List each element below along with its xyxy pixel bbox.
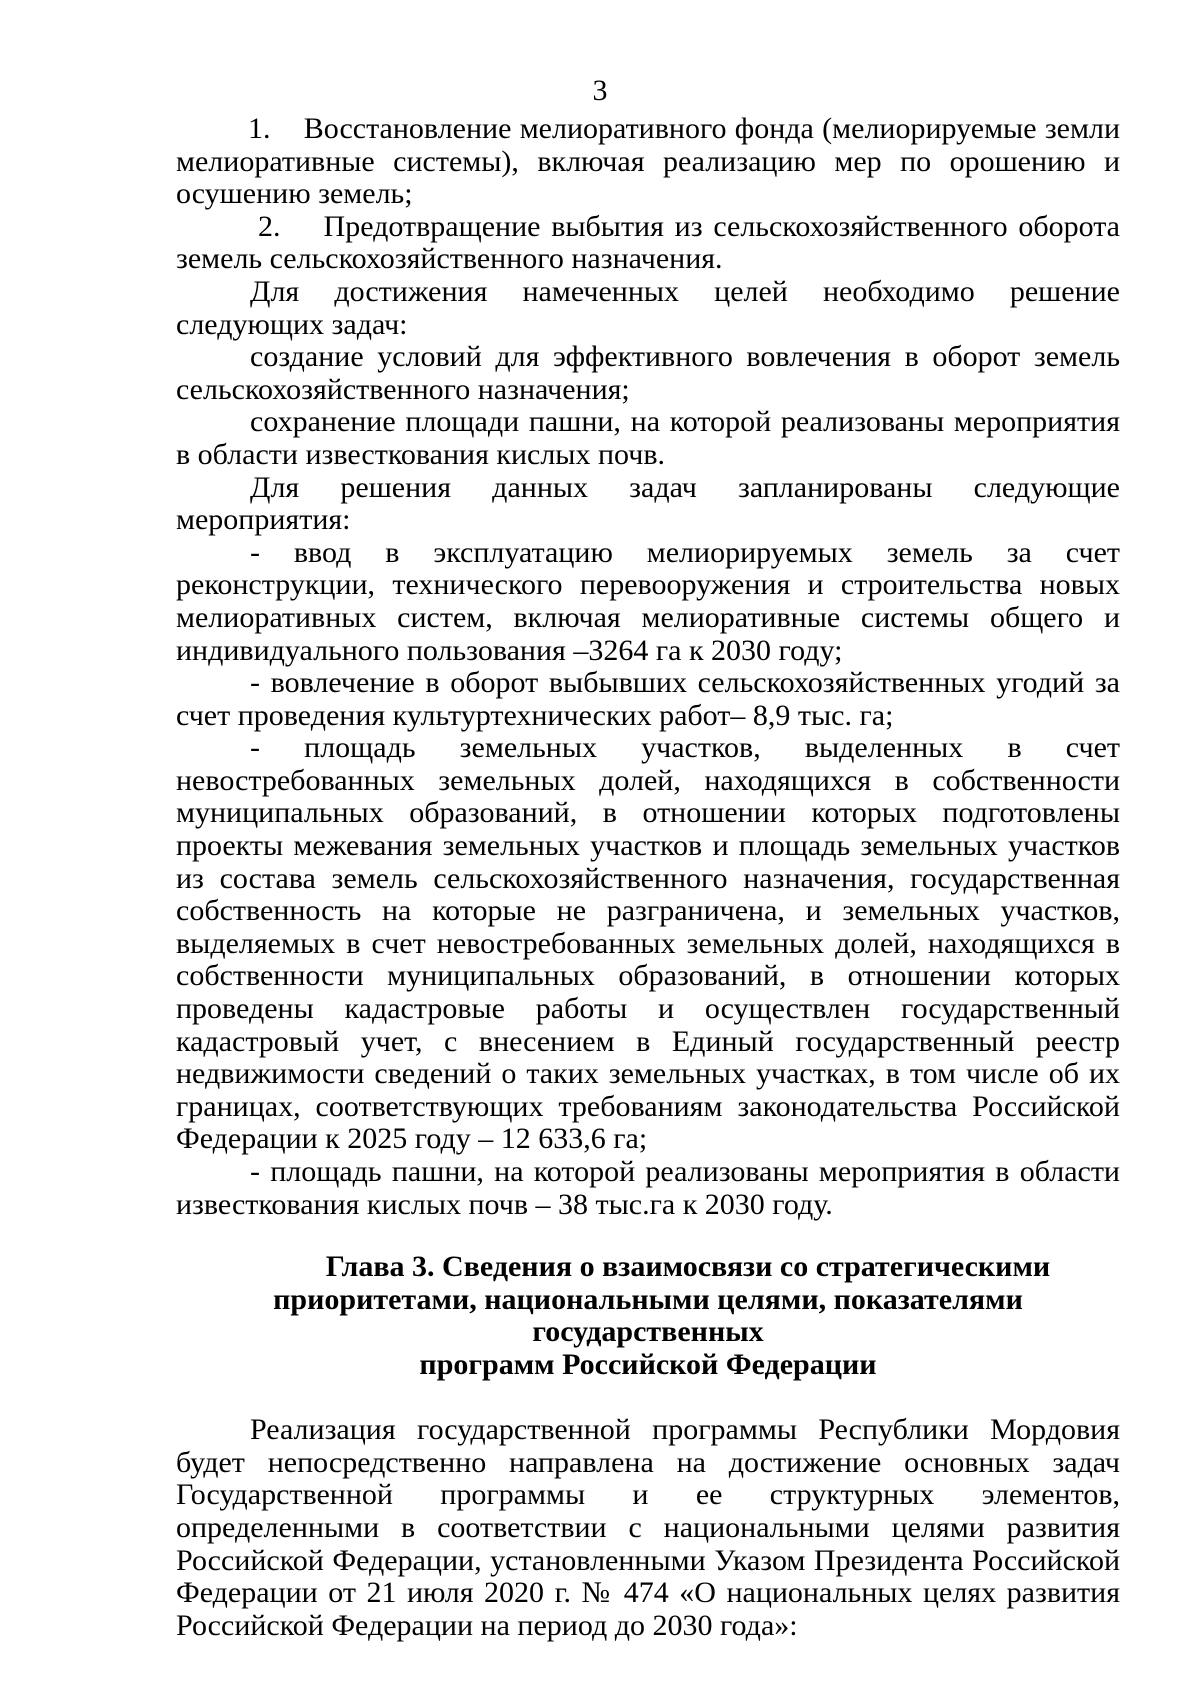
chapter-heading-line-3: программ Российской Федерации [419, 1347, 877, 1381]
task-paragraph: создание условий для эффективного вовлечения в оборот земель сельскохозяйственного назначения; [176, 340, 1120, 406]
chapter-heading-line-2: приоритетами, национальными целями, показателями государственных [273, 1282, 1023, 1349]
chapter-body-paragraph: Реализация государственной программы Республики Мордовия будет непосредственно направлена на достижение основных задач Государственной программы и ее структурных элементов, определенными в соответствии с национальными целями развития Российской Федерации, установленными Указом Президента Российской Федерации от 21 июля 2020 г. № 474 «О национальных целях развития Российской Федерации на период до 2030 года»: [176, 1413, 1120, 1642]
tasks-intro-paragraph: Для достижения намеченных целей необходимо решение следующих задач: [176, 274, 1120, 341]
measure-paragraph: - ввод в эксплуатацию мелиорируемых земель за счет реконструкции, технического перевооружения и строительства новых мелиоративных систем, включая мелиоративные системы общего и индивидуального пользования –3264 га к 2030 году; [176, 535, 1120, 667]
task-paragraph: сохранение площади пашни, на которой реализованы мероприятия в области известкования кислых почв. [176, 405, 1120, 471]
page-number: 3 [592, 74, 608, 107]
measure-paragraph: - вовлечение в оборот выбывших сельскохозяйственных угодий за счет проведения культуртехнических работ– 8,9 тыс. га; [176, 666, 1120, 732]
document-body [176, 113, 1120, 1642]
measure-paragraph: - площадь пашни, на которой реализованы мероприятия в области известкования кислых почв – 38 тыс.га к 2030 году. [176, 1155, 1120, 1221]
list-item-restoration: 1. Восстановление мелиоративного фонда (мелиорируемые земли мелиоративные системы), включая реализацию мер по орошению и осушению земель; [176, 112, 1120, 211]
list-item-prevention: 2. Предотвращение выбытия из сельскохозяйственного оборота земель сельскохозяйственного назначения. [176, 209, 1120, 276]
chapter-heading-line-1: Глава 3. Сведения о взаимосвязи со стратегическими [325, 1250, 1051, 1284]
measure-paragraph: - площадь земельных участков, выделенных в счет невостребованных земельных долей, находящихся в собственности муниципальных образований, в отношении которых подготовлены проекты межевания земельных участков и площадь земельных участков из состава земель сельскохозяйственного назначения, государственная собственность на которые не разграничена, и земельных участков, выделяемых в счет невостребованных земельных долей, находящихся в собственности муниципальных образований, в отношении которых проведены кадастровые работы и осуществлен государственный кадастровый учет, с внесением в Единый государственный реестр недвижимости сведений о таких земельных участках, в том числе об их границах, соответствующих требованиям законодательства Российской Федерации к 2025 году – 12 633,6 га; [176, 731, 1120, 1156]
measures-intro-paragraph: Для решения данных задач запланированы следующие мероприятия: [176, 470, 1120, 537]
